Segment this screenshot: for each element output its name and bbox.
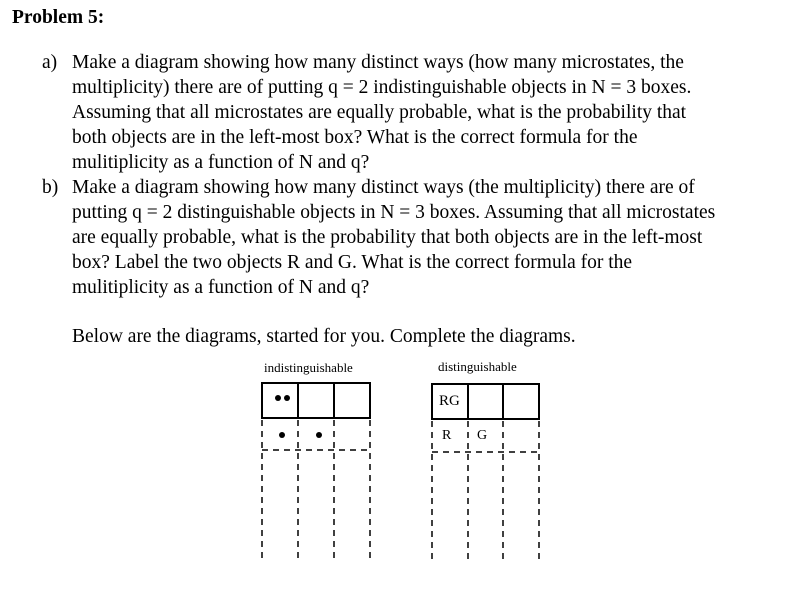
distinguishable-grid [432, 384, 539, 562]
distinguishable-caption: distinguishable [438, 359, 517, 374]
part-b-line: Make a diagram showing how many distinct ways (the multiplicity) there are of [72, 177, 695, 198]
part-b-line: mulitiplicity as a function of N and q? [72, 277, 370, 298]
problem-title: Problem 5: [12, 7, 105, 28]
indistinguishable-caption: indistinguishable [264, 360, 353, 375]
part-a-line: both objects are in the left-most box? What is the correct formula for the [72, 127, 638, 148]
part-b-line: box? Label the two objects R and G. What is the correct formula for the [72, 252, 633, 273]
part-a-label: a) [42, 52, 58, 73]
rg-label: RG [439, 393, 460, 409]
part-b-line: putting q = 2 distinguishable objects in N = 3 boxes. Assuming that all microstates [72, 202, 716, 223]
part-a-line: Make a diagram showing how many distinct ways (how many microstates, the [72, 52, 684, 73]
g-label: G [477, 428, 488, 443]
instruction: Below are the diagrams, started for you. Complete the diagrams. [72, 326, 576, 347]
part-b-line: are equally probable, what is the probability that both objects are in the left-most [72, 227, 703, 248]
part-a-line: multiplicity) there are of putting q = 2 indistinguishable objects in N = 3 boxes. [72, 77, 692, 98]
indistinguishable-grid [262, 383, 370, 562]
part-b-label: b) [42, 177, 59, 198]
part-a-line: mulitiplicity as a function of N and q? [72, 152, 370, 173]
part-a-line: Assuming that all microstates are equally probable, what is the probability that [72, 102, 687, 123]
r-label: R [442, 428, 452, 443]
